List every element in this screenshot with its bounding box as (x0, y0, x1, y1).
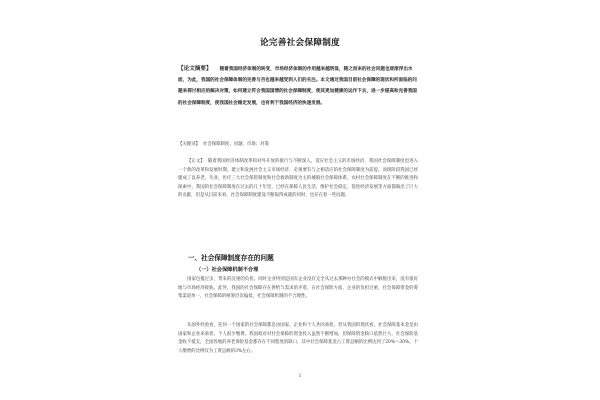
intro-paragraph (178, 158, 418, 201)
keywords-text: 社会保障制度；问题；市场；对策 (202, 142, 269, 147)
section-heading: 一、社会保障制度存在的问题 (188, 254, 274, 262)
abstract-paragraph (178, 64, 418, 109)
subsection-heading: （一）社会保障机制不合理 (196, 267, 259, 273)
keywords-tag: 【关键词】 (178, 142, 200, 147)
page-number: 1 (298, 374, 302, 379)
keywords-line (178, 141, 418, 149)
body-paragraph: 从国外经验看，任何一个国家的社会保障都是由国家、企业和个人共同承担，但从我国的现状看，社会保障基本金是由国家和企业来承担，个人很少缴费。我国政府对社会保障的资金投入虽然不断增加，但保障资金缺口依然巨大，社会保险基金收不抵支，全国各地的养老保险基金都存在不同程度的缺口，其中社会保障基金占工资总额的比例达到了20%～30%，个人缴费的比例仅为工资总额的3%左右。 (178, 323, 418, 354)
intro-text: 随着我国经济体制改革和对外开放的推行与不断深入，适应社会主义的市场经济，我国社会保障制度也进入一个新的改革和发展时期。建立和发展社会主义市场经济，必须要有与之相适应的社会保障制度为前提。而现阶段我国已经建成了以养老、失业、医疗三大社会保险制度和社会救助制度为主的城镇社会保障体系，农村社会保障制度在不断的推进和探索中。我国的社会保障制度在过去的几十年里，已经在保障人民生活、维护社会稳定、促进经济发展等方面都做出了巨大的贡献，但是从目前来看，社会保障制度建设不断取得成就的同时，也存在着一些问题。 (178, 159, 418, 198)
body-paragraph: 国家包揽过多，带来的沉重的负担。同时企业特别是国有企业没有完全从过去那种办社会的模式中解脱出来，没有很好地与市场经济接轨。此外，我国的社会保障存在供给与需求的矛盾，在社会保险方面，企业的负担过重，社会保障资金的筹集渠道单一，社会保障的统筹层次偏低，社会保障机制的不合理性。 (178, 277, 418, 300)
abstract-text: 随着我国经济体制的转变，市场经济体制的作用越来越明显，随之而来的社会问题也逐渐浮出水面，为此，我国的社会保障体制的完善与否也越来越受到人们的关注。本文通过我国目前社会保障的现状和所面临的问题来探讨相应的解决对策，如何建立符合我国国情的社会保障制度，使其更加健康的运作下去，进一步提高和完善我国的社会保障制度，使我国社会稳定发展，也有利于我国经济的快速发展。 (178, 67, 417, 106)
intro-tag: 【正文】 (187, 159, 205, 164)
document-title: 论完善社会保障制度 (259, 38, 341, 48)
abstract-tag: 【论文摘要】 (178, 66, 212, 72)
